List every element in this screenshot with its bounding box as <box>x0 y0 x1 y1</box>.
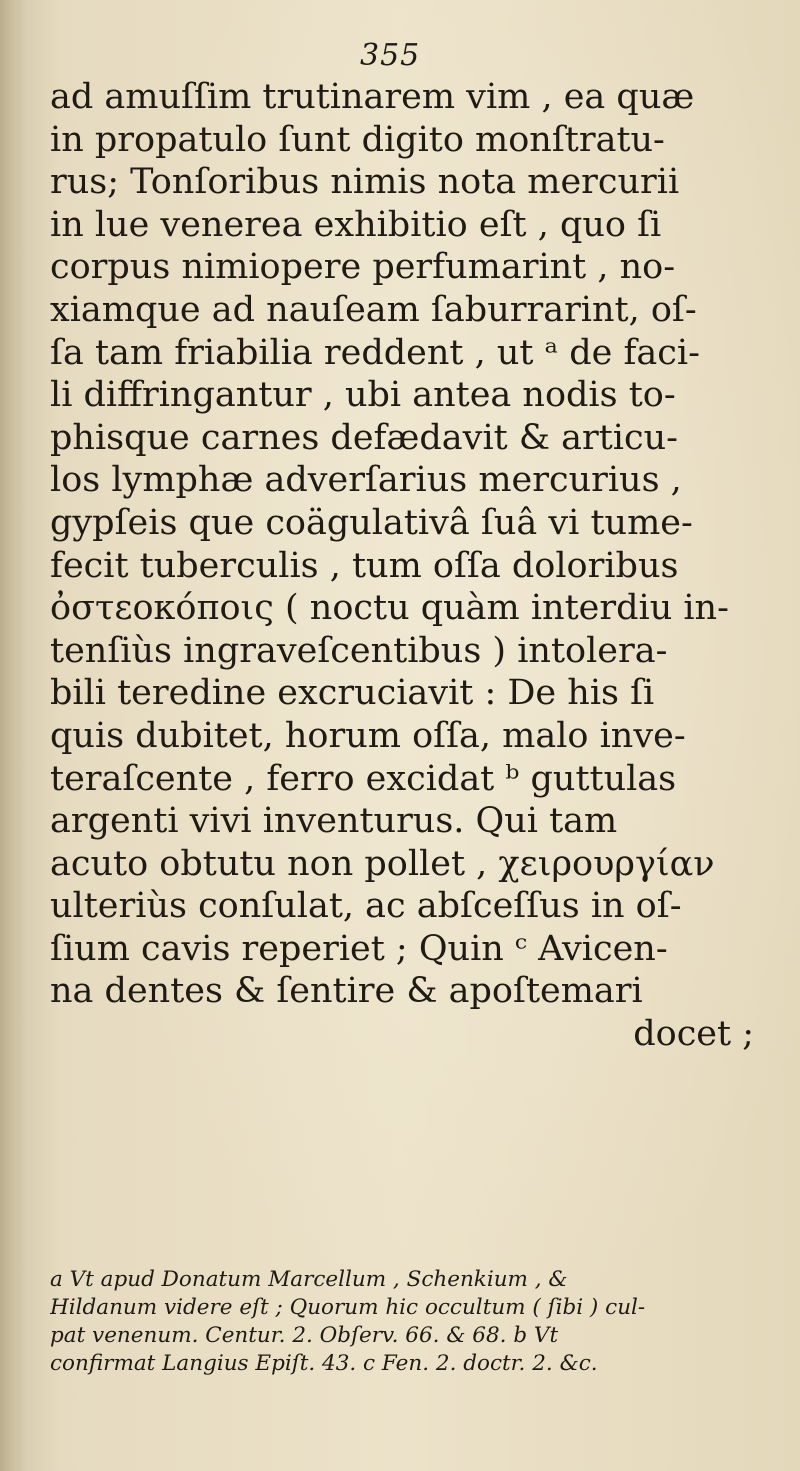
footnote-line: a Vt apud Donatum Marcellum , Schenkium , & <box>50 1267 568 1292</box>
text-line: bili teredine excruciavit : De his ſi <box>50 673 655 714</box>
text-line: in propatulo ſunt digito monſtratu- <box>50 119 665 160</box>
text-line: xiamque ad nauſeam ſaburrarint, oſ- <box>50 289 697 330</box>
body-text <box>50 76 788 1056</box>
text-line: tenſiùs ingraveſcentibus ) intolera- <box>50 630 668 671</box>
text-line: ſium cavis reperiet ; Quin ᶜ Avicen- <box>50 928 668 969</box>
footnotes <box>50 1266 790 1378</box>
text-line-last: docet ; <box>633 1014 754 1055</box>
text-line: in lue venerea exhibitio eſt , quo ſi <box>50 204 662 245</box>
text-line: ulteriùs conſulat, ac abſceſſus in oſ- <box>50 886 682 927</box>
text-line: acuto obtutu non pollet , χειρουργίαν <box>50 843 715 884</box>
text-line: ad amuſſim trutinarem vim , ea quæ <box>50 77 695 117</box>
footnote-line: Hildanum videre eſt ; Quorum hic occultum ( ſibi ) cul- <box>50 1295 646 1320</box>
text-line: rus; Tonſoribus nimis nota mercurii <box>50 162 680 203</box>
text-line: na dentes & ſentire & apoſtemari <box>50 971 643 1012</box>
text-line: corpus nimiopere perfumarint , no- <box>50 247 676 288</box>
text-line: phisque carnes defædavit & articu- <box>50 417 678 458</box>
footnote-line: pat venenum. Centur. 2. Obſerv. 66. & 68. b Vt <box>50 1323 559 1348</box>
text-line: quis dubitet, horum oſſa, malo inve- <box>50 715 686 756</box>
page-number: 355 <box>360 38 421 73</box>
text-line: gypſeis que coägulativâ ſuâ vi tume- <box>50 502 693 543</box>
text-line: argenti vivi inventurus. Qui tam <box>50 801 618 842</box>
text-line: fecit tuberculis , tum oſſa doloribus <box>50 545 679 586</box>
page-gutter <box>0 0 26 1471</box>
footnote-line: confirmat Langius Epiſt. 43. c Fen. 2. doctr. 2. &c. <box>50 1351 598 1376</box>
text-line: ὀστεοκόποις ( noctu quàm interdiu in- <box>50 588 729 629</box>
text-line: teraſcente , ferro excidat ᵇ guttulas <box>50 758 677 799</box>
text-line: los lymphæ adverſarius mercurius , <box>50 460 682 501</box>
text-line: li diffringantur , ubi antea nodis to- <box>50 375 676 416</box>
text-line: ſa tam friabilia reddent , ut ᵃ de faci- <box>50 332 700 373</box>
